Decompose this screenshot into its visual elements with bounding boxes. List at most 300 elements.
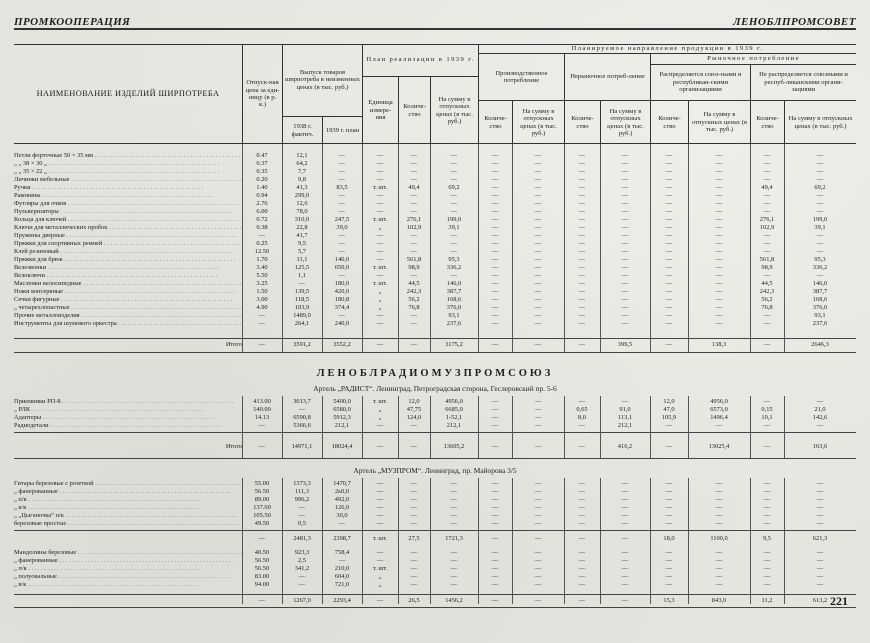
cell-col-3: 2ь0,0: [334, 488, 350, 495]
cell-col-1: 2.76: [256, 200, 268, 207]
cell-col-12: —: [715, 280, 723, 287]
cell-col-6: 212,1: [446, 422, 462, 429]
cell-col-6: —: [450, 480, 458, 487]
cell-col-9: —: [578, 296, 586, 303]
cell-col-3: 210,0: [334, 565, 350, 572]
item-name: „ в/к . . .: [14, 581, 242, 589]
cell-col-5: —: [410, 232, 418, 239]
cell-col-12: 13025,4: [708, 443, 730, 450]
cell-col-4: —: [376, 160, 384, 167]
cell-col-13: —: [763, 520, 771, 527]
cell-col-8: —: [534, 443, 542, 450]
cell-col-4: —: [376, 232, 384, 239]
cell-col-14: 199,0: [812, 216, 828, 223]
cell-col-10: —: [621, 520, 629, 527]
cell-col-1: 94.00: [254, 581, 270, 588]
grid-line: [512, 432, 513, 458]
cell-col-5: 98,9: [408, 264, 420, 271]
cell-col-5: 102,9: [406, 224, 422, 231]
cell-col-8: —: [534, 504, 542, 511]
item-name: „ „ 35 × 22 „ . . .: [14, 168, 242, 176]
table-row: [14, 422, 856, 430]
cell-col-9: —: [578, 443, 586, 450]
cell-col-12: —: [715, 480, 723, 487]
cell-col-6: —: [450, 208, 458, 215]
cell-col-4: —: [376, 200, 384, 207]
cell-col-12: —: [715, 160, 723, 167]
item-name: „ „ 38 × 30 „ . . .: [14, 160, 242, 168]
cell-col-1: 14.13: [254, 414, 270, 421]
cell-col-7: —: [491, 520, 499, 527]
cell-col-3: 604,0: [334, 573, 350, 580]
cell-col-10: —: [621, 200, 629, 207]
cell-col-3: 492,0: [334, 496, 350, 503]
cell-col-3: 420,0: [334, 288, 350, 295]
cell-col-14: —: [816, 581, 824, 588]
cell-col-5: —: [410, 422, 418, 429]
cell-col-4: „: [378, 581, 382, 588]
table-row: [14, 168, 856, 176]
cell-col-14: —: [816, 398, 824, 405]
cell-col-6: —: [450, 573, 458, 580]
cell-col-14: 163,6: [812, 443, 828, 450]
cell-col-10: —: [621, 264, 629, 271]
cell-col-8: —: [534, 557, 542, 564]
cell-col-4: т. шт.: [372, 264, 388, 271]
separator-line: [14, 338, 856, 339]
cell-col-11: —: [665, 264, 673, 271]
cell-col-13: 98,9: [761, 264, 773, 271]
cell-col-5: —: [410, 160, 418, 167]
item-name: Личинки мебельные . . .: [14, 176, 242, 184]
cell-col-5: —: [410, 208, 418, 215]
cell-col-10: —: [621, 208, 629, 215]
cell-col-11: —: [665, 496, 673, 503]
cell-col-5: —: [410, 240, 418, 247]
cell-col-11: —: [665, 557, 673, 564]
cell-col-4: —: [376, 312, 384, 319]
cell-col-14: —: [816, 573, 824, 580]
cell-col-8: —: [534, 272, 542, 279]
cell-col-9: —: [578, 581, 586, 588]
cell-col-1: 12.50: [254, 248, 270, 255]
cell-col-9: —: [578, 557, 586, 564]
cell-col-2: 2,5: [298, 557, 306, 564]
cell-col-10: 113,1: [617, 414, 633, 421]
cell-col-5: —: [410, 557, 418, 564]
cell-col-3: 83,5: [336, 184, 348, 191]
cell-col-13: —: [763, 565, 771, 572]
cell-col-6: —: [450, 200, 458, 207]
cell-col-1: 0.47: [256, 152, 268, 159]
cell-col-14: 69,2: [814, 184, 826, 191]
cell-col-8: —: [534, 200, 542, 207]
cell-col-3: 2398,7: [333, 535, 351, 542]
header-industrial-sum: На сумму в отпускных ценах (в тыс. руб.): [520, 107, 557, 137]
cell-col-6: —: [450, 488, 458, 495]
cell-col-12: —: [715, 512, 723, 519]
cell-col-7: —: [491, 264, 499, 271]
header-distributed-qty: Количе-ство: [658, 115, 681, 130]
cell-col-9: —: [578, 280, 586, 287]
cell-col-1: 140.00: [253, 406, 271, 413]
cell-col-12: —: [715, 256, 723, 263]
cell-col-9: —: [578, 573, 586, 580]
table-row: [14, 256, 856, 264]
cell-col-2: 5,7: [298, 248, 306, 255]
grid-line: [362, 432, 363, 458]
cell-col-2: 103,9: [294, 304, 310, 311]
cell-col-13: —: [763, 581, 771, 588]
cell-col-6: 4956,0: [445, 398, 463, 405]
cell-col-6: —: [450, 496, 458, 503]
cell-col-11: —: [665, 504, 673, 511]
cell-col-13: —: [763, 549, 771, 556]
cell-col-7: —: [491, 256, 499, 263]
table-row: [14, 296, 856, 304]
cell-col-7: —: [491, 160, 499, 167]
item-name: „ фанерованные . . .: [14, 557, 242, 565]
table-row: [14, 504, 856, 512]
running-head-left: ПРОМКООПЕРАЦИЯ: [14, 16, 131, 28]
cell-col-3: —: [338, 232, 346, 239]
cell-col-7: —: [491, 406, 499, 413]
cell-col-2: 7,7: [298, 168, 306, 175]
grid-line: [478, 432, 479, 458]
cell-col-9: —: [578, 160, 586, 167]
table-row: [14, 512, 856, 520]
cell-col-6: 95,3: [448, 256, 460, 263]
cell-col-1: 40.50: [254, 549, 270, 556]
subtotal-row: [14, 597, 856, 605]
item-name: Масленки велосипедные . . .: [14, 280, 242, 288]
cell-col-14: —: [816, 232, 824, 239]
cell-col-2: 9,5: [298, 240, 306, 247]
cell-col-6: 1456,2: [445, 597, 463, 604]
cell-col-1: 413.00: [253, 398, 271, 405]
header-notdist-sum: На сумму в отпускных ценах (в тыс. руб.): [788, 115, 853, 130]
cell-col-12: —: [715, 192, 723, 199]
grid-line: [688, 338, 689, 352]
cell-col-10: —: [621, 160, 629, 167]
cell-col-7: —: [491, 443, 499, 450]
cell-col-2: 5366,6: [293, 422, 311, 429]
cell-col-8: —: [534, 565, 542, 572]
cell-col-1: 83.00: [254, 573, 270, 580]
cell-col-7: —: [491, 296, 499, 303]
cell-col-1: 1.70: [256, 256, 268, 263]
cell-col-8: —: [534, 240, 542, 247]
cell-col-5: 56,2: [408, 296, 420, 303]
cell-col-2: 12,1: [296, 152, 308, 159]
cell-col-5: —: [410, 443, 418, 450]
cell-col-5: —: [410, 512, 418, 519]
cell-col-13: —: [763, 488, 771, 495]
cell-col-3: —: [338, 200, 346, 207]
cell-col-13: 56,2: [761, 296, 773, 303]
cell-col-14: —: [816, 549, 824, 556]
cell-col-13: 561,8: [759, 256, 775, 263]
cell-col-8: —: [534, 224, 542, 231]
cell-col-14: —: [816, 272, 824, 279]
cell-col-10: —: [621, 581, 629, 588]
table-row: [14, 232, 856, 240]
cell-col-9: —: [578, 304, 586, 311]
cell-col-14: —: [816, 557, 824, 564]
cell-col-13: 9,5: [763, 535, 771, 542]
cell-col-14: 613,2: [812, 597, 828, 604]
cell-col-4: —: [376, 192, 384, 199]
cell-col-10: —: [621, 192, 629, 199]
cell-col-9: —: [578, 320, 586, 327]
cell-col-2: —: [298, 573, 306, 580]
cell-col-6: 387,7: [446, 288, 462, 295]
cell-col-10: 416,2: [617, 443, 633, 450]
cell-col-7: —: [491, 597, 499, 604]
cell-col-13: —: [763, 272, 771, 279]
cell-col-4: „: [378, 406, 382, 413]
item-name: Футляры для очков . . .: [14, 200, 242, 208]
cell-col-14: —: [816, 160, 824, 167]
cell-col-10: 212,1: [617, 422, 633, 429]
cell-col-14: 93,1: [814, 312, 826, 319]
cell-col-1: 0.20: [256, 176, 268, 183]
total-row: [14, 443, 856, 451]
cell-col-8: —: [534, 535, 542, 542]
cell-col-10: —: [621, 232, 629, 239]
cell-col-13: 0,15: [761, 406, 773, 413]
cell-col-11: —: [665, 152, 673, 159]
cell-col-6: 13605,2: [443, 443, 465, 450]
cell-col-13: —: [763, 208, 771, 215]
cell-col-13: 276,1: [759, 216, 775, 223]
cell-col-14: 95,3: [814, 256, 826, 263]
table-row: [14, 176, 856, 184]
cell-col-12: —: [715, 557, 723, 564]
header-output: Выпуск товаров ширпотреба в неизменных ценах (в тыс. руб.): [285, 68, 360, 91]
cell-col-6: 146,0: [446, 280, 462, 287]
cell-col-10: —: [621, 320, 629, 327]
table-row: [14, 280, 856, 288]
cell-col-12: —: [715, 488, 723, 495]
table-row: [14, 414, 856, 422]
header-plan: План реализации в 1939 г.: [366, 56, 475, 64]
cell-col-8: —: [534, 184, 542, 191]
cell-col-6: 336,2: [446, 264, 462, 271]
cell-col-5: 561,8: [406, 256, 422, 263]
header-nonmarket-sum: На сумму в отпускных ценах (в тыс. руб.): [607, 107, 644, 137]
cell-col-11: —: [665, 573, 673, 580]
cell-col-5: —: [410, 573, 418, 580]
item-name: Итого: [225, 341, 242, 348]
cell-col-5: —: [410, 152, 418, 159]
grid-line: [688, 432, 689, 458]
header-market: Рыночное потребление: [707, 55, 800, 63]
cell-col-3: —: [338, 168, 346, 175]
cell-col-5: —: [410, 168, 418, 175]
cell-col-12: —: [715, 240, 723, 247]
cell-col-10: —: [621, 304, 629, 311]
table-row: [14, 320, 856, 328]
cell-col-2: 3013,7: [293, 398, 311, 405]
cell-col-4: —: [376, 520, 384, 527]
table-row: [14, 272, 856, 280]
separator-line: [14, 607, 856, 608]
section-subtitle-muzprom: Артель „МУЗПРОМ“. Ленинград, пр. Майорова 3/5: [353, 466, 517, 475]
cell-col-14: —: [816, 512, 824, 519]
cell-col-14: 142,6: [812, 414, 828, 421]
header-nonmarket: Нерыночное потреб-ление: [570, 73, 645, 81]
cell-col-12: 138,3: [711, 341, 727, 348]
cell-col-5: —: [410, 248, 418, 255]
cell-col-1: 105.50: [253, 512, 271, 519]
cell-col-6: —: [450, 192, 458, 199]
cell-col-3: 374,4: [334, 304, 350, 311]
cell-col-5: 242,3: [406, 288, 422, 295]
cell-col-4: „: [378, 573, 382, 580]
cell-col-4: —: [376, 248, 384, 255]
cell-col-1: 0.25: [256, 240, 268, 247]
cell-col-6: 69,2: [448, 184, 460, 191]
cell-col-4: —: [376, 557, 384, 564]
item-name: [14, 535, 246, 543]
cell-col-14: —: [816, 248, 824, 255]
cell-col-5: 49,4: [408, 184, 420, 191]
cell-col-11: —: [665, 200, 673, 207]
cell-col-7: —: [491, 535, 499, 542]
cell-col-5: —: [410, 176, 418, 183]
cell-col-13: —: [763, 496, 771, 503]
cell-col-4: —: [376, 443, 384, 450]
cell-col-3: 758,4: [334, 549, 350, 556]
cell-col-2: 111,3: [295, 488, 309, 495]
cell-col-7: —: [491, 504, 499, 511]
cell-col-11: 105,9: [661, 414, 677, 421]
total-row: [14, 341, 856, 349]
cell-col-6: —: [450, 240, 458, 247]
item-name: Пряжки для спортивных ремней . . .: [14, 240, 242, 248]
cell-col-1: 1.40: [256, 184, 268, 191]
cell-col-9: —: [578, 535, 586, 542]
cell-col-3: 5912,3: [333, 414, 351, 421]
cell-col-5: 276,1: [406, 216, 422, 223]
cell-col-3: 18024,4: [331, 443, 353, 450]
item-name: Пульверизаторы . . .: [14, 208, 242, 216]
cell-col-4: „: [378, 224, 382, 231]
cell-col-6: —: [450, 272, 458, 279]
cell-col-3: 1470,7: [333, 480, 351, 487]
cell-col-8: —: [534, 320, 542, 327]
cell-col-1: —: [258, 341, 266, 348]
cell-col-7: —: [491, 557, 499, 564]
cell-col-1: —: [258, 422, 266, 429]
cell-col-7: —: [491, 512, 499, 519]
cell-col-1: 56.50: [254, 565, 270, 572]
cell-col-5: —: [410, 320, 418, 327]
cell-col-10: —: [621, 398, 629, 405]
cell-col-11: —: [665, 296, 673, 303]
cell-col-6: —: [450, 176, 458, 183]
cell-col-1: —: [258, 535, 266, 542]
grid-line: [430, 432, 431, 458]
cell-col-2: 78,0: [296, 208, 308, 215]
cell-col-2: 310,0: [294, 216, 310, 223]
cell-col-14: —: [816, 520, 824, 527]
cell-col-2: —: [298, 280, 306, 287]
item-name: Радиодетали . . .: [14, 422, 242, 430]
cell-col-4: т. шт.: [372, 216, 388, 223]
cell-col-7: —: [491, 341, 499, 348]
cell-col-9: —: [578, 341, 586, 348]
cell-col-12: 1496,4: [710, 414, 728, 421]
cell-col-3: 212,1: [334, 422, 350, 429]
table-row: [14, 216, 856, 224]
cell-col-11: —: [665, 488, 673, 495]
separator-line: [14, 352, 856, 353]
cell-col-13: 44,5: [761, 280, 773, 287]
cell-col-7: —: [491, 176, 499, 183]
cell-col-11: —: [665, 320, 673, 327]
table-row: [14, 573, 856, 581]
cell-col-13: —: [763, 192, 771, 199]
header-output-1939: 1939 г. план: [325, 126, 360, 134]
table-row: [14, 565, 856, 573]
cell-col-1: —: [258, 312, 266, 319]
cell-col-8: —: [534, 480, 542, 487]
cell-col-3: 240,0: [334, 320, 350, 327]
cell-col-4: —: [376, 512, 384, 519]
cell-col-6: —: [450, 520, 458, 527]
cell-col-2: 41,3: [296, 184, 308, 191]
cell-col-1: 49.50: [254, 520, 270, 527]
cell-col-11: —: [665, 216, 673, 223]
cell-col-6: 3175,2: [445, 341, 463, 348]
cell-col-11: —: [665, 192, 673, 199]
cell-col-12: —: [715, 232, 723, 239]
cell-col-2: —: [298, 504, 306, 511]
cell-col-4: —: [376, 504, 384, 511]
cell-col-12: 4956,0: [710, 398, 728, 405]
grid-line: [322, 338, 323, 352]
running-head-right: ЛЕНОБЛПРОМСОВЕТ: [733, 16, 856, 28]
cell-col-4: —: [376, 168, 384, 175]
cell-col-12: —: [715, 272, 723, 279]
cell-col-7: —: [491, 200, 499, 207]
cell-col-11: —: [665, 565, 673, 572]
cell-col-12: —: [715, 422, 723, 429]
cell-col-2: 264,1: [294, 320, 310, 327]
cell-col-1: —: [258, 232, 266, 239]
cell-col-11: —: [665, 248, 673, 255]
cell-col-9: —: [578, 272, 586, 279]
cell-col-14: 39,1: [814, 224, 826, 231]
cell-col-12: —: [715, 152, 723, 159]
subtotal-row: [14, 535, 856, 543]
section-title-radiomuzpromsoyuz: ЛЕНОБЛРАДИОМУЗПРОМСОЮЗ: [316, 368, 554, 379]
cell-col-12: —: [715, 184, 723, 191]
cell-col-10: —: [621, 248, 629, 255]
cell-col-12: —: [715, 549, 723, 556]
item-name: „ п/к . . .: [14, 565, 242, 573]
cell-col-6: —: [450, 168, 458, 175]
cell-col-6: —: [450, 160, 458, 167]
cell-col-5: —: [410, 520, 418, 527]
item-name: „ полуовальные . . .: [14, 573, 242, 581]
cell-col-14: 2646,3: [811, 341, 829, 348]
table-row: [14, 152, 856, 160]
cell-col-5: 27,5: [408, 535, 420, 542]
cell-col-13: —: [763, 398, 771, 405]
